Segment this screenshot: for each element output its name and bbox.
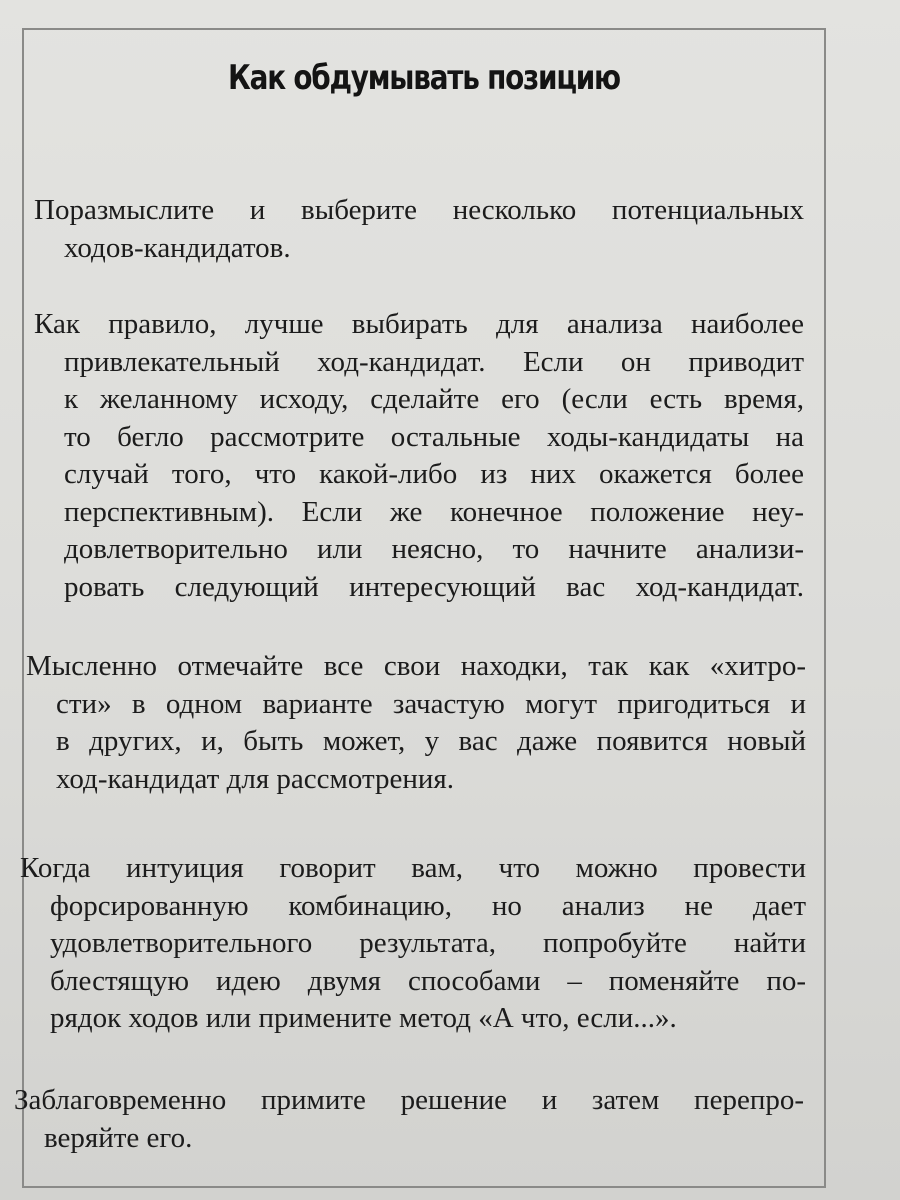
paragraph-line: Как правило, лучше выбирать для анализа наиболее [34,308,804,340]
paragraph-3 [26,648,806,798]
paragraph-4 [20,850,806,1038]
paragraph-line: веряйте его. [44,1121,193,1154]
paragraph-line: ход-кандидат для рассмотрения. [56,762,455,795]
paragraph-line: перспективным). Если же конечное положение неу- [64,495,804,528]
paragraph-2 [34,306,804,606]
paragraph-line: Заблаговременно примите решение и затем перепро- [14,1084,804,1116]
paragraph-line: удовлетворительного результата, попробуйте найти [50,927,806,959]
paragraph-line: форсированную комбинацию, но анализ не дает [50,889,806,922]
paragraph-line: Когда интуиция говорит вам, что можно провести [20,852,806,884]
paragraph-line: ходов-кандидатов. [64,231,291,264]
page-title: Как обдумывать позицию [228,58,620,98]
paragraph-line: к желанному исходу, сделайте его (если есть время, [64,383,804,415]
paragraph-line: блестящую идею двумя способами – поменяйте по- [50,964,806,997]
paragraph-line: в других, и, быть может, у вас даже появится новый [56,725,806,757]
paragraph-line: ровать следующий интересующий вас ход-кандидат. [64,570,804,603]
paragraph-line: то бегло рассмотрите остальные ходы-кандидаты на [64,420,804,453]
paragraph-line: рядок ходов или примените метод «А что, если...». [50,1002,677,1034]
paragraph-line: сти» в одном варианте зачастую могут пригодиться и [56,687,806,720]
paragraph-line: случай того, что какой-либо из них окажется более [64,458,804,490]
paragraph-1 [34,192,804,267]
paragraph-line: привлекательный ход-кандидат. Если он приводит [64,345,804,378]
paragraph-line: Мысленно отмечайте все свои находки, так как «хитро- [26,650,806,682]
paragraph-5 [14,1082,804,1157]
paragraph-line: довлетворительно или неясно, то начните анализи- [64,533,804,565]
paragraph-line: Поразмыслите и выберите несколько потенциальных [34,194,804,226]
